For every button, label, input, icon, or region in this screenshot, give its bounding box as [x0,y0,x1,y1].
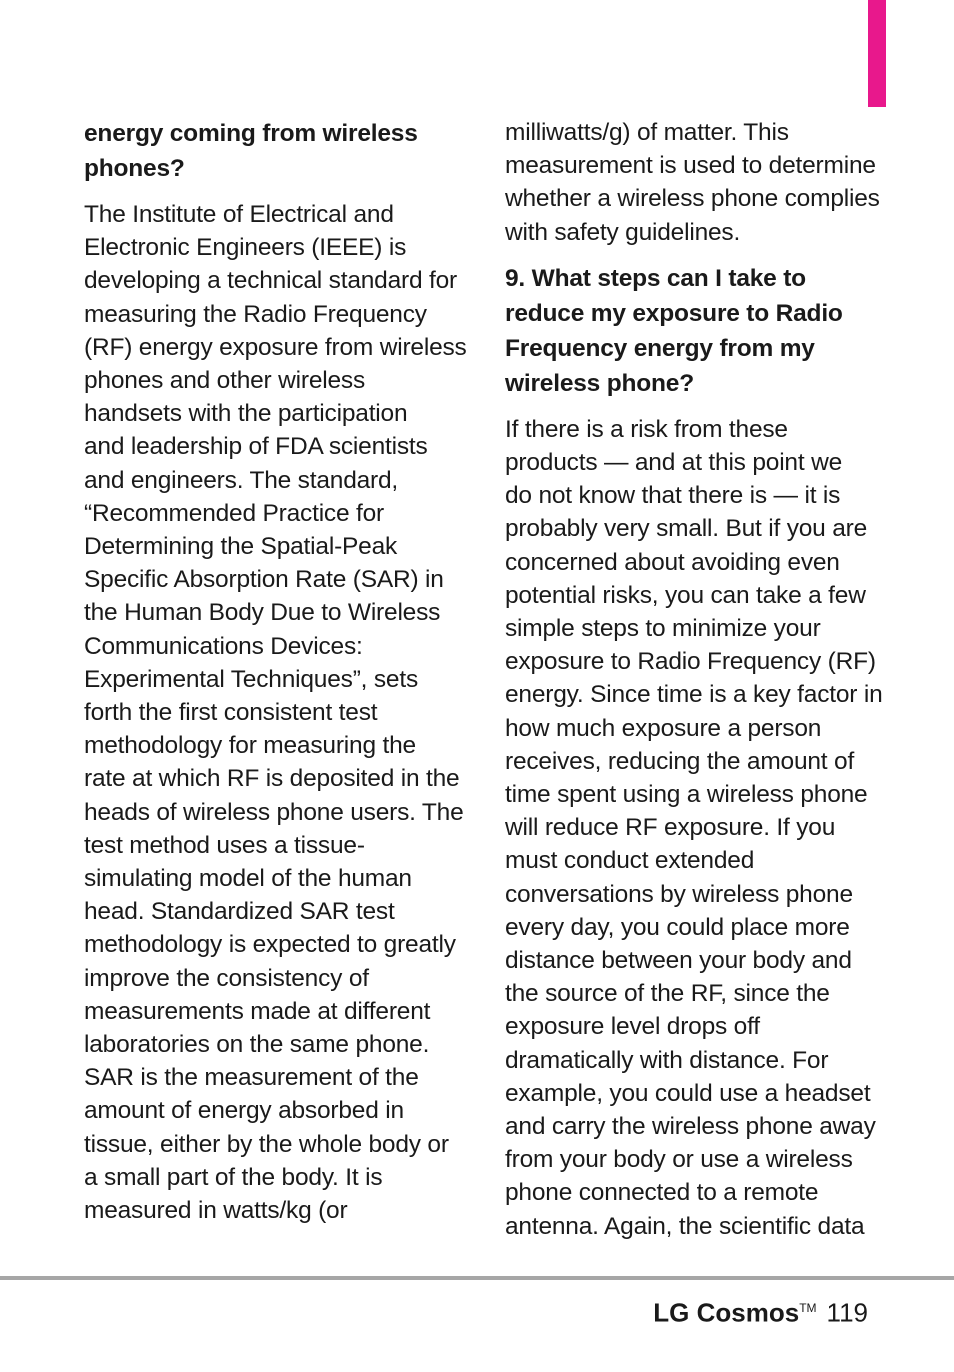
text-line: dramatically with distance. For [505,1046,829,1074]
text-line: Experimental Techniques”, sets [84,665,418,693]
text-line: exposure level drops off [505,1013,760,1041]
text-line: time spent using a wireless phone [505,781,868,809]
text-line: heads of wireless phone users. The [84,798,464,826]
right-paragraph-2 [505,413,883,1243]
text-line: probably very small. But if you are [505,515,868,543]
text-line: SAR is the measurement of the [84,1064,419,1092]
text-line: 9. What steps can I take to [505,264,806,292]
text-line: reduce my exposure to Radio [505,299,843,327]
text-line: example, you could use a headset [505,1079,871,1107]
text-line: with safety guidelines. [505,218,741,246]
text-line: (RF) energy exposure from wireless [84,333,467,361]
text-line: developing a technical standard for [84,267,458,295]
page-footer [653,1290,868,1331]
text-line: whether a wireless phone complies [505,185,880,213]
trademark-mark: TM [799,1301,817,1315]
text-line: Electronic Engineers (IEEE) is [84,234,407,262]
footer-divider [0,1276,954,1280]
text-line: energy. Since time is a key factor in [505,681,883,709]
page-number: 119 [826,1297,868,1328]
text-line: conversations by wireless phone [505,880,853,908]
text-line: The Institute of Electrical and [84,201,394,228]
text-line: improve the consistency of [84,964,369,992]
left-heading [84,116,454,186]
text-line: handsets with the participation [84,400,408,428]
text-line: measuring the Radio Frequency [84,300,427,328]
left-paragraph [84,198,467,1227]
text-line: from your body or use a wireless [505,1146,853,1174]
text-line: will reduce RF exposure. If you [505,814,836,842]
right-heading [505,261,867,401]
brand-name: LG Cosmos [653,1297,800,1328]
text-line: phones? [84,155,185,182]
text-line: Frequency energy from my [505,334,815,362]
text-line: a small part of the body. It is [84,1163,383,1191]
text-line: and carry the wireless phone away [505,1113,876,1141]
text-line: exposure to Radio Frequency (RF) [505,648,876,676]
text-line: wireless phone? [505,369,694,397]
text-line: measured in watts/kg (or [84,1197,348,1225]
left-column [84,116,467,1227]
text-line: rate at which RF is deposited in the [84,765,460,793]
text-line: head. Standardized SAR test [84,898,395,926]
text-line: receives, reducing the amount of [505,747,855,775]
text-line: distance between your body and [505,947,852,975]
text-line: amount of energy absorbed in [84,1097,404,1125]
text-line: simple steps to minimize your [505,615,821,643]
text-line: milliwatts/g) of matter. This [505,119,789,146]
text-line: tissue, either by the whole body or [84,1130,449,1158]
right-column [505,116,883,1243]
text-line: laboratories on the same phone. [84,1031,430,1059]
text-line: If there is a risk from these [505,415,788,443]
text-line: must conduct extended [505,847,755,875]
text-line: potential risks, you can take a few [505,581,866,609]
text-line: test method uses a tissue- [84,831,365,859]
text-line: methodology for measuring the [84,732,416,760]
text-line: products — and at this point we [505,449,842,477]
text-line: forth the first consistent test [84,699,378,727]
text-line: simulating model of the human [84,865,412,893]
section-tab-marker [868,0,886,107]
text-line: how much exposure a person [505,714,822,742]
text-line: Specific Absorption Rate (SAR) in [84,566,444,594]
text-line: phones and other wireless [84,367,366,395]
text-line: antenna. Again, the scientific data [505,1212,865,1240]
text-line: phone connected to a remote [505,1179,819,1207]
text-line: and leadership of FDA scientists [84,433,428,461]
right-paragraph-1 [505,116,880,249]
text-line: every day, you could place more [505,913,850,941]
text-line: “Recommended Practice for [84,499,385,527]
text-line: energy coming from wireless [84,120,418,147]
text-line: the Human Body Due to Wireless [84,599,441,627]
text-line: methodology is expected to greatly [84,931,456,959]
text-line: concerned about avoiding even [505,548,840,576]
text-line: measurements made at different [84,997,431,1025]
text-line: the source of the RF, since the [505,980,830,1008]
text-line: Communications Devices: [84,632,363,660]
text-line: Determining the Spatial-Peak [84,533,398,561]
text-line: do not know that there is — it is [505,482,841,510]
text-line: measurement is used to determine [505,152,876,180]
text-line: and engineers. The standard, [84,466,399,494]
